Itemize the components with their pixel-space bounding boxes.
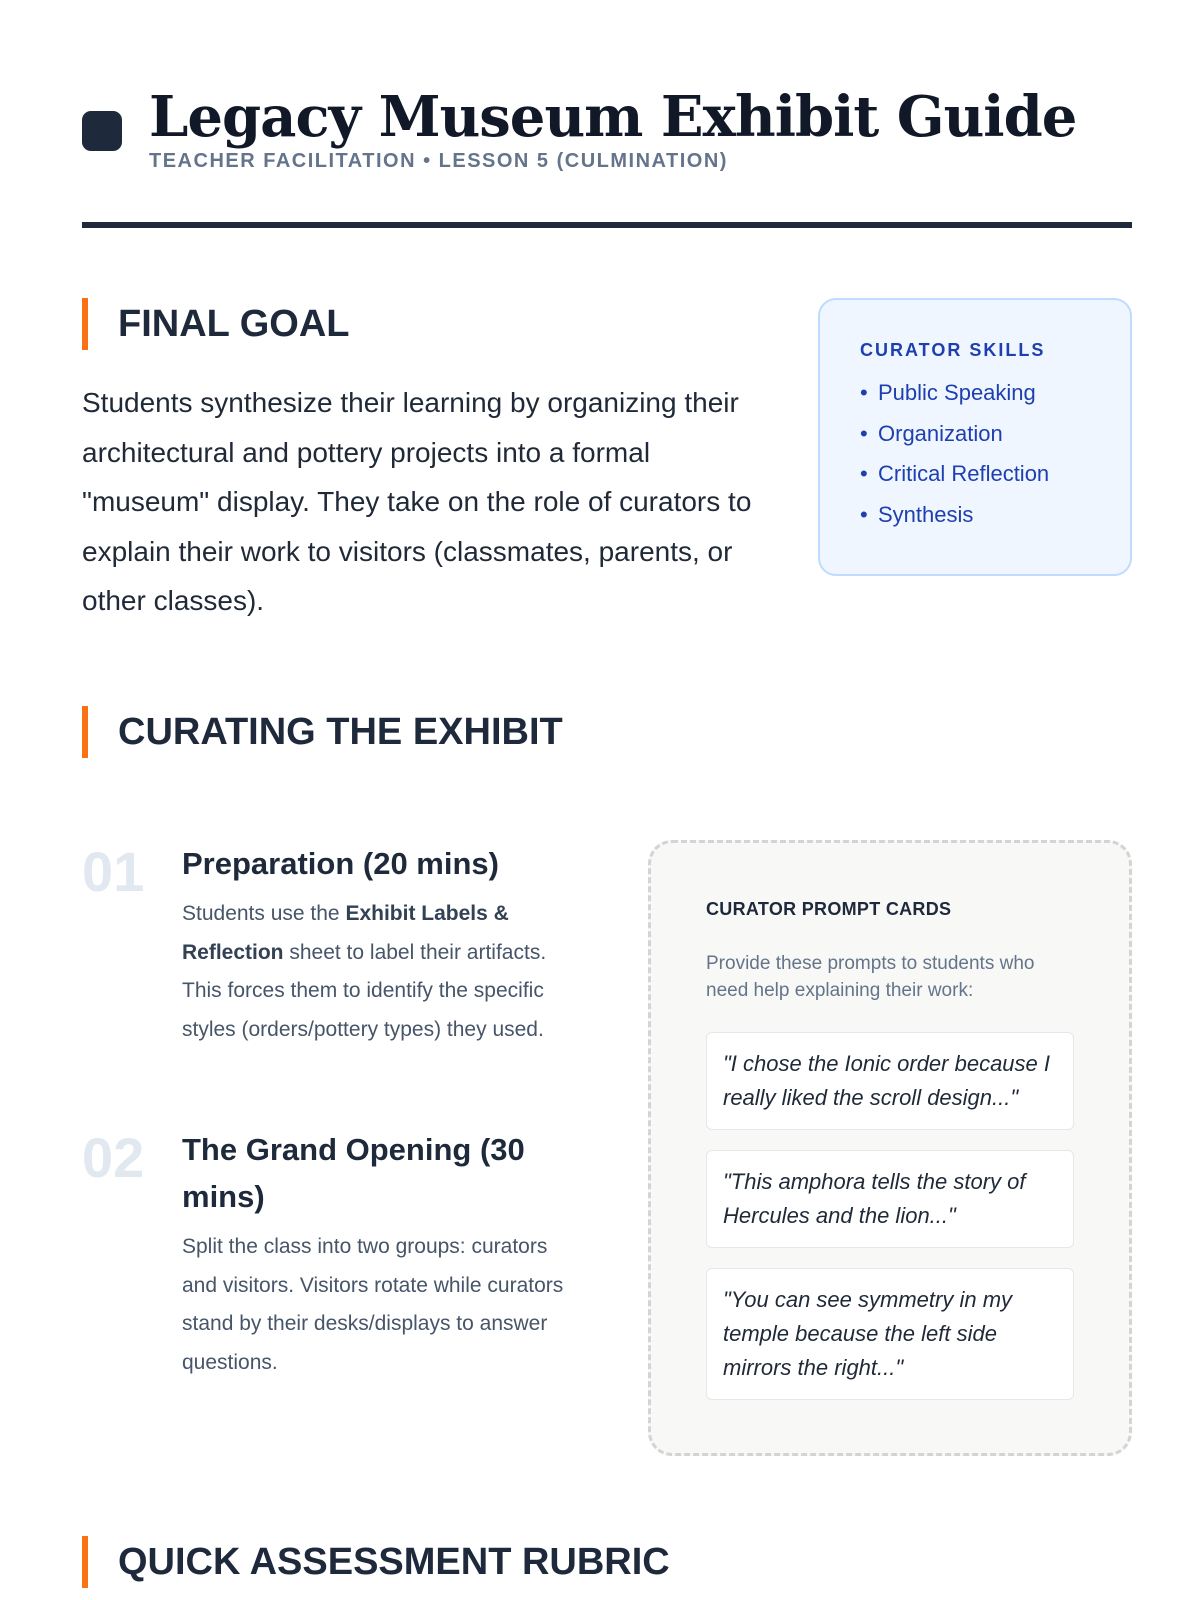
- bullet-icon: •: [860, 461, 868, 486]
- step-desc-text: Students use the: [182, 902, 346, 925]
- step-number: 01: [82, 840, 145, 903]
- curator-prompt-panel: [648, 840, 1132, 1456]
- step-description: Split the class into two groups: curators and visitors. Visitors rotate while curators stand by their desks/displays to answer questions.: [182, 1235, 564, 1374]
- page-subtitle: TEACHER FACILITATION • LESSON 5 (CULMINATION): [149, 150, 728, 172]
- curator-skills-title: CURATOR SKILLS: [860, 340, 1046, 360]
- curator-skills-card: [818, 298, 1132, 576]
- skill-item: [860, 373, 1090, 414]
- step-body: [182, 1126, 582, 1382]
- step-number: 02: [82, 1126, 145, 1189]
- prompt-card: "I chose the Ionic order because I really liked the scroll design...": [706, 1032, 1074, 1130]
- step-desc-emphasis: Exhibit Labels & Reflection: [182, 902, 509, 964]
- section-heading-final-goal: FINAL GOAL: [82, 298, 350, 350]
- bullet-icon: •: [860, 501, 868, 527]
- skill-label: Organization: [878, 420, 1003, 446]
- skill-label: Synthesis: [878, 501, 974, 527]
- step-title: The Grand Opening (30 mins): [182, 1132, 525, 1214]
- prompt-panel-intro: Provide these prompts to students who need help explaining their work:: [706, 953, 1035, 1001]
- section-heading-curating: CURATING THE EXHIBIT: [82, 706, 563, 758]
- skill-item: [860, 414, 1090, 455]
- step-title: Preparation (20 mins): [182, 846, 499, 881]
- final-goal-text: Students synthesize their learning by organizing their architectural and pottery projects into a formal "museum" display. They take on the role of curators to explain their work to visitors (classmates, parents, or other classes).: [82, 387, 752, 616]
- page-title: Legacy Museum Exhibit Guide: [149, 84, 1077, 150]
- skill-label: Public Speaking: [878, 380, 1036, 405]
- curator-skills-list: [860, 373, 1090, 535]
- skill-item: [860, 495, 1090, 536]
- step-body: [182, 840, 582, 1049]
- skill-item: [860, 454, 1090, 495]
- prompt-card: "You can see symmetry in my temple because the left side mirrors the right...": [706, 1268, 1074, 1400]
- bullet-icon: •: [860, 420, 868, 446]
- logo-square-icon: [82, 111, 122, 151]
- step-desc-text: sheet to label their artifacts. This forces them to identify the specific styles (orders/pottery types) they used.: [182, 940, 547, 1041]
- prompt-panel-title: CURATOR PROMPT CARDS: [706, 899, 952, 919]
- step-description: [182, 895, 582, 1049]
- header-divider: [82, 222, 1132, 228]
- skill-label: Critical Reflection: [878, 461, 1050, 486]
- section-heading-rubric: QUICK ASSESSMENT RUBRIC: [82, 1536, 670, 1588]
- bullet-icon: •: [860, 380, 868, 405]
- prompt-card: "This amphora tells the story of Hercules and the lion...": [706, 1150, 1074, 1248]
